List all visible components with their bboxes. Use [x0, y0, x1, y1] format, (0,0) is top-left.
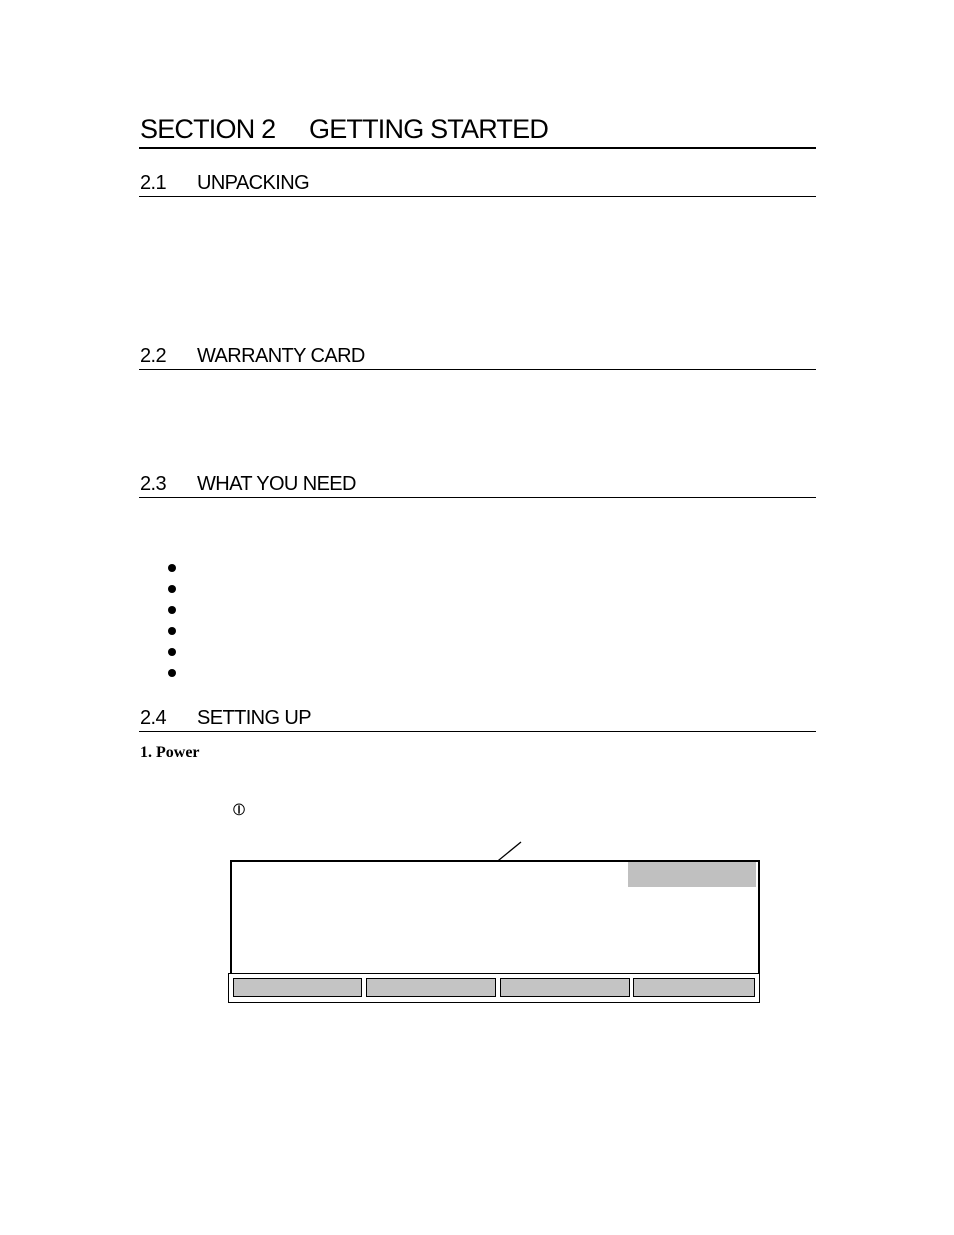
subsection-heading-unpacking	[140, 171, 816, 195]
list-bullet	[168, 585, 176, 593]
subsection-title: SETTING UP	[197, 707, 312, 729]
list-bullet	[168, 648, 176, 656]
subsection-heading-what-you-need	[140, 472, 816, 496]
subsection-heading-warranty-card	[140, 344, 816, 368]
list-bullet	[168, 564, 176, 572]
subsection-title: UNPACKING	[197, 172, 310, 194]
softkey-4[interactable]	[633, 978, 755, 997]
subsection-number: 2.2	[140, 345, 167, 367]
softkey-3[interactable]	[500, 978, 630, 997]
step-power-label: 1. Power	[140, 744, 200, 761]
subsection-title: WARRANTY CARD	[197, 345, 365, 367]
list-bullet	[168, 606, 176, 614]
subsection-number: 2.3	[140, 473, 167, 495]
subsection-rule	[139, 196, 816, 197]
softkey-2[interactable]	[366, 978, 496, 997]
subsection-rule	[139, 731, 816, 732]
list-bullet	[168, 669, 176, 677]
subsection-title: WHAT YOU NEED	[197, 473, 356, 495]
subsection-heading-setting-up	[140, 706, 816, 730]
section-title-rule	[139, 147, 816, 149]
subsection-number: 2.1	[140, 172, 167, 194]
section-title-text: GETTING STARTED	[309, 114, 549, 144]
power-icon: ⦶	[233, 800, 246, 820]
subsection-number: 2.4	[140, 707, 167, 729]
subsection-rule	[139, 369, 816, 370]
softkey-1[interactable]	[233, 978, 362, 997]
section-title	[140, 112, 816, 146]
display-status-tab	[628, 862, 756, 887]
subsection-rule	[139, 497, 816, 498]
list-bullet	[168, 627, 176, 635]
section-number: SECTION 2	[140, 114, 276, 144]
